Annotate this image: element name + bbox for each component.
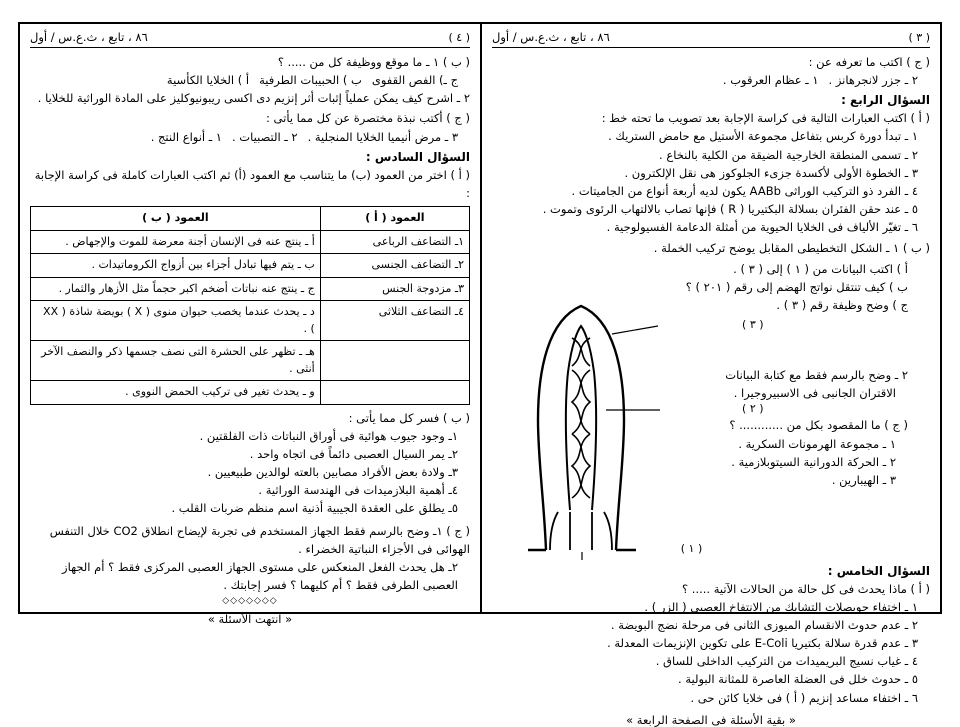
q6-b-item-4: ٤ـ أهمية البلازميدات فى الهندسة الوراثية . [258,483,458,498]
table-header-row [31,207,470,231]
table-row [31,254,470,278]
villus-diagram [486,260,676,560]
q6-b-item-5: ٥ـ يطلق على العقدة الجيبية أذنية اسم منظم ضربات القلب . [171,501,458,516]
villus-figure-wrap [492,260,930,560]
table-head-b: العمود ( ب ) [31,207,321,231]
q4-b2-line1: ٢ ـ وضح بالرسم فقط مع كتابة البيانات [725,368,908,383]
q5-a-item-3: ٣ ـ عدم قدرة سلالة بكتيريا E-Coli على تكوين الإنزيمات المعدلة . [607,636,918,651]
question-6-title: السؤال السادس : [365,149,470,164]
page-4-header-label: ٨٦ ، تابع ، ث.ع.س / أول [30,30,148,44]
q5-a-item-4: ٤ ـ غياب نسيج البريميدات من التركيب الداخلى للساق . [655,654,918,669]
q4-a-item-1: ١ ـ تبدأ دورة كربس بتفاعل مجموعة الأستيل مع حامض الستريك . [608,129,918,144]
table-cell-b-2: ب ـ يتم فيها تبادل أجزاء بين أزواج الكروماتيدات . [31,254,321,278]
q6-b-item-3: ٣ـ ولادة بعض الأفراد مصابين بالعته لوالدين طبيعيين . [207,465,458,480]
q4-a-stem: ( أ ) اكتب العبارات التالية فى كراسة الإجابة بعد تصويب ما تحته خط : [601,111,930,126]
table-cell-b-3: ج ـ ينتج عنه نباتات أضخم اكبر حجماً مثل الأزهار والثمار . [31,277,321,301]
q5-a-stem: ( أ ) ماذا يحدث فى كل حالة من الحالات الآتية ..... ؟ [682,581,930,596]
intro-line: ( ج ) اكتب ما تعرفه عن : [808,55,930,69]
q5-b-choice-b: ب ) الحبيبات الطرفية [259,73,362,88]
table-cell-b-6: و ـ يحدث تغير فى تركيب الحمض النووى . [31,381,321,405]
page-3-footer: « بقية الأسئلة فى الصفحة الرابعة » [626,712,796,727]
q4-b-item-b: ب ) كيف تنتقل نواتج الهضم إلى رقم ( ٢٠١ ) ؟ [685,279,908,294]
q6-c-item-1: ( ج ) ١ـ وضح بالرسم فقط الجهاز المستخدم فى تجربة لإيضاح انطلاق CO2 خلال التنفس الهوائى فى الأجزاء النباتية الخضراء . [49,523,470,556]
q5-a-item-6: ٦ ـ اختفاء مساعد إنزيم ( أ ) فى خلايا كائن حى . [690,690,918,705]
q6-b-item-1: ١ـ وجود جيوب هوائية فى أوراق النباتات ذات الفلقتين . [199,428,458,443]
q4-a-item-5: ٥ ـ عند حقن الفئران بسلالة البكتيريا ( R ) فإنها تصاب بالالتهاب الرئوى وتموت . [542,202,918,217]
q4-c-item-3: ٣ ـ الهيبارين . [831,472,896,487]
page-4-number: ( ٤ ) [448,30,470,44]
page-4-column [20,24,480,627]
table-cell-b-4: د ـ يحدث عندما يخصب حيوان منوى ( X ) بويضة شاذة ( XX ) . [31,301,321,341]
q5-c-item-2: ٢ ـ التصبيات . [231,129,298,144]
end-of-questions: « انتهت الأسئلة » [207,612,293,627]
table-cell-a-1: ١ـ التضاعف الرباعى [320,230,469,254]
matching-table [30,206,470,405]
q6-a-stem: ( أ ) اختر من العمود (ب) ما يتناسب مع العمود (أ) ثم اكتب العبارات كاملة فى كراسة الإجابة : [34,167,470,200]
q4-c-item-2: ٢ ـ الحركة الدورانية السيتوبلازمية . [731,454,896,469]
page-3-header [492,30,930,48]
q5-c-item-3: ٣ ـ مرض أنيميا الخلايا المنجلية . [307,129,458,144]
figure-label-2: ( ٢ ) [742,401,764,415]
q4-c-item-1: ١ ـ مجموعة الهرمونات السكرية . [738,436,896,451]
intro-item-2: ٢ ـ جزر لانجرهانز . [828,73,918,88]
table-head-a: العمود ( أ ) [320,207,469,231]
q5-a-item-1: ١ ـ اختفاء حويصلات التشابك من الانتفاخ العصبى ( الزر ) . [644,599,918,614]
question-5-title: السؤال الخامس : [827,563,930,578]
exam-sheet [18,22,942,727]
figure-label-1: ( ١ ) [680,541,703,555]
question-4-title: السؤال الرابع : [841,93,930,108]
q4-b-stem: ( ب ) ١ ـ الشكل التخطيطى المقابل يوضح تركيب الخملة . [653,241,930,256]
page-4-header [30,30,470,48]
q6-b-item-2: ٢ـ يمر السيال العصبى دائماً فى اتجاه واحد . [249,446,458,461]
q5-c-items [30,128,470,146]
q4-a-item-4: ٤ ـ الفرد ذو التركيب الوراثى AABb يكون لديه أربعة أنواع من الجاميتات . [571,183,918,198]
q5-b-stem: ( ب ) ١ ـ ما موقع ووظيفة كل من ..... ؟ [277,55,470,69]
figure-label-3: ( ٣ ) [742,317,764,331]
page-3-number: ( ٣ ) [908,30,930,44]
table-cell-a-6 [320,381,469,405]
page-3-column [480,24,940,727]
q5-a-item-2: ٢ ـ عدم حدوث الانقسام الميوزى الثانى فى مرحلة نضج البويضة . [610,617,918,632]
table-row [31,301,470,341]
page-3-header-label: ٨٦ ، تابع ، ث.ع.س / أول [492,30,610,44]
q5-c-item-1: ١ ـ أنواع النتج . [150,129,222,144]
table-row [31,277,470,301]
table-cell-a-2: ٢ـ التضاعف الجنسى [320,254,469,278]
intro-item-1: ١ ـ عظام العرقوب . [722,73,819,88]
table-cell-a-5 [320,341,469,381]
q4-b2-line2: الاقتران الجانبى فى الاسبيروجيرا . [733,386,896,401]
q5-b-choice-a: أ ) الخلايا الكأسية [166,73,250,88]
q5-b-item-2: ٢ ـ اشرح كيف يمكن عملياً إثبات أثر إنزيم دى اكسى ريبونيوكليز على المادة الوراثية للخلايا . [37,91,470,106]
table-cell-b-1: أ ـ ينتج عنه فى الإنسان أجنة معرضة للموت والإجهاض . [31,230,321,254]
table-cell-a-4: ٤ـ التضاعف الثلاثى [320,301,469,341]
q4-b-item-a: أ ) اكتب البيانات من ( ١ ) إلى ( ٣ ) . [733,261,908,276]
q6-c-item-2: ٢ـ هل يحدث الفعل المنعكس على مستوى الجهاز العصبى المركزى فقط ؟ أم الجهاز العصبى الطرفى فقط ؟ أم كليهما ؟ فسر إجابتك . [62,559,458,592]
table-row [31,341,470,381]
q6-b-stem: ( ب ) فسر كل مما يأتى : [348,410,470,425]
intro-items [492,71,930,89]
q5-a-item-5: ٥ ـ حدوث خلل فى العضلة العاصرة للمثانة البولية . [678,672,918,687]
table-cell-b-5: هـ ـ تظهر على الحشرة التى نصف جسمها ذكر والنصف الآخر أنثى . [31,341,321,381]
q5-b-choices [30,71,470,89]
q4-b-item-c: ج ) وضح وظيفة رقم ( ٣ ) . [776,297,908,312]
diamond-divider: ◇◇◇◇◇◇◇ [222,596,278,607]
table-row [31,230,470,254]
q4-c-stem: ( ج ) ما المقصود بكل من ............ ؟ [729,418,908,433]
q5-b-choice-c: ج ـ) الفص القفوى [371,73,458,88]
table-cell-a-3: ٣ـ مزدوجة الجنس [320,277,469,301]
q4-a-item-3: ٣ ـ الخطوة الأولى لأكسدة جزىء الجلوكوز هى نقل الإلكترون . [624,165,918,180]
q4-a-item-6: ٦ ـ تغيّر الألياف فى الخلايا الحيوية من أمثلة الدعامة الفسيولوجية . [606,220,918,235]
table-row [31,381,470,405]
q4-a-item-2: ٢ ـ تسمى المنطقة الخارجية الضيقة من الكلية بالنخاع . [659,147,918,162]
q5-c-stem: ( ج ) أكتب نبذة مختصرة عن كل مما يأتى : [266,111,470,126]
